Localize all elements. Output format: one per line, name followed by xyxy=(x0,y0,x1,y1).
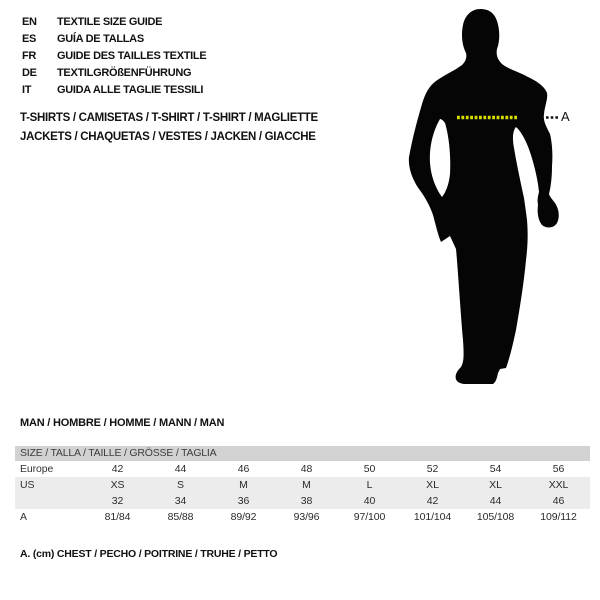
table-cell: 54 xyxy=(489,463,502,475)
table-cell: 93/96 xyxy=(293,511,320,523)
measurement-a-label: A xyxy=(561,109,570,124)
table-cell: 89/92 xyxy=(230,511,257,523)
table-cell: 101/104 xyxy=(413,511,452,523)
table-cell: M xyxy=(239,479,248,491)
language-code: DE xyxy=(22,67,37,79)
table-cell: 40 xyxy=(363,495,376,507)
table-cell: XL xyxy=(489,479,502,491)
table-cell: M xyxy=(302,479,311,491)
guide-title-fr: GUIDE DES TAILLES TEXTILE xyxy=(57,50,207,62)
table-cell: L xyxy=(366,479,373,491)
row-label-blank xyxy=(15,493,86,509)
table-cell: XS xyxy=(110,479,125,491)
row-label-a: A xyxy=(20,511,27,523)
table-row-numeric xyxy=(15,493,590,509)
table-cell: 42 xyxy=(111,463,124,475)
table-cell: 85/88 xyxy=(167,511,194,523)
language-row-es xyxy=(22,31,206,48)
garment-categories xyxy=(20,109,318,147)
language-code: FR xyxy=(22,50,37,62)
row-label-europe: Europe xyxy=(20,463,54,475)
table-cell: 105/108 xyxy=(476,511,515,523)
man-silhouette-figure xyxy=(400,0,600,400)
measurement-footnote: A. (cm) CHEST / PECHO / POITRINE / TRUHE / PETTO xyxy=(20,548,278,560)
table-cell: XL xyxy=(426,479,439,491)
table-cell: 81/84 xyxy=(104,511,131,523)
language-list xyxy=(22,14,206,99)
guide-title-de: TEXTILGRÖßENFÜHRUNG xyxy=(57,67,192,79)
category-tshirts: T-SHIRTS / CAMISETAS / T-SHIRT / T-SHIRT / MAGLIETTE xyxy=(20,112,318,124)
language-code: IT xyxy=(22,84,32,96)
table-cell: 46 xyxy=(552,495,565,507)
table-cell: 48 xyxy=(300,463,313,475)
table-cell: 56 xyxy=(552,463,565,475)
language-row-it xyxy=(22,82,206,99)
language-row-de xyxy=(22,65,206,82)
category-jackets: JACKETS / CHAQUETAS / VESTES / JACKEN / GIACCHE xyxy=(20,131,316,143)
table-cell: 34 xyxy=(174,495,187,507)
table-cell: 52 xyxy=(426,463,439,475)
table-cell: 50 xyxy=(363,463,376,475)
table-cell: 97/100 xyxy=(353,511,386,523)
table-cell: 44 xyxy=(174,463,187,475)
table-row-chest-a xyxy=(15,509,590,525)
table-cell: 36 xyxy=(237,495,250,507)
table-row-europe xyxy=(15,461,590,477)
size-table-header: SIZE / TALLA / TAILLE / GRÖSSE / TAGLIA xyxy=(15,446,590,461)
row-label-us: US xyxy=(20,479,35,491)
table-cell: 109/112 xyxy=(540,511,577,523)
guide-title-es: GUÍA DE TALLAS xyxy=(57,33,144,45)
guide-title-it: GUIDA ALLE TAGLIE TESSILI xyxy=(57,84,204,96)
language-row-en xyxy=(22,14,206,31)
guide-title-en: TEXTILE SIZE GUIDE xyxy=(57,16,163,28)
table-cell: 44 xyxy=(489,495,502,507)
table-cell: 42 xyxy=(426,495,439,507)
size-table-grid xyxy=(15,461,590,525)
table-cell: 32 xyxy=(111,495,124,507)
table-cell: 38 xyxy=(300,495,313,507)
language-code: EN xyxy=(22,16,37,28)
table-cell: S xyxy=(177,479,184,491)
table-cell: 46 xyxy=(237,463,250,475)
language-row-fr xyxy=(22,48,206,65)
language-code: ES xyxy=(22,33,37,45)
table-row-us xyxy=(15,477,590,493)
size-table xyxy=(15,446,590,525)
table-cell: XXL xyxy=(548,479,569,491)
man-silhouette-icon xyxy=(400,0,600,400)
section-title-man: MAN / HOMBRE / HOMME / MANN / MAN xyxy=(20,417,225,429)
